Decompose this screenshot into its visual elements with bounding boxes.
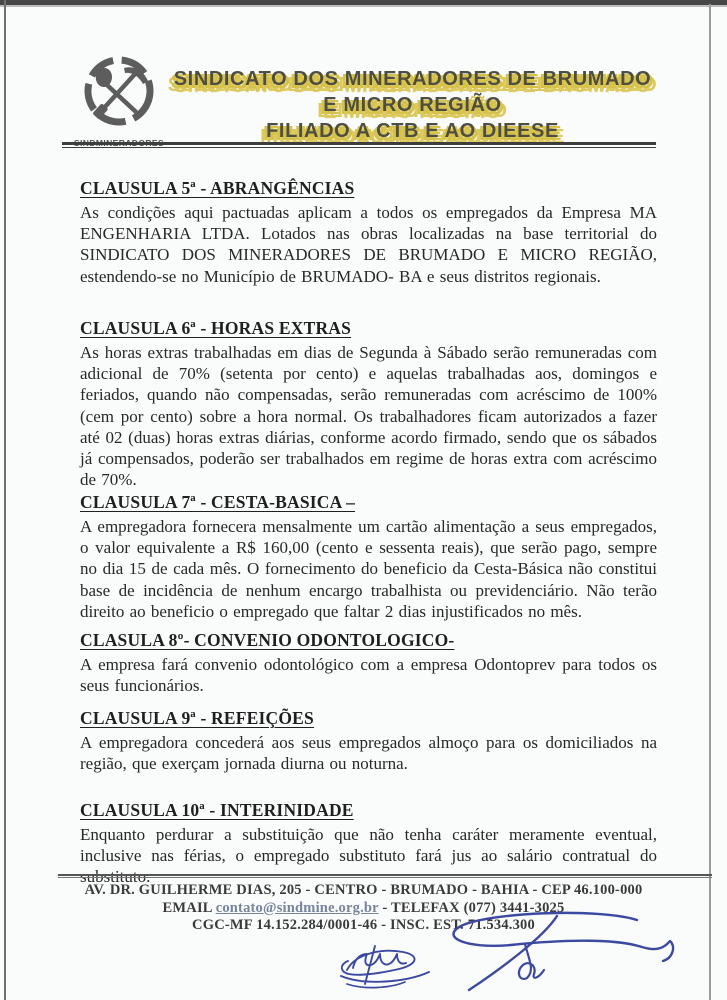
clause-title: CLAUSULA 5ª - ABRANGÊNCIAS: [80, 178, 355, 198]
footer-email-link: contato@sindmine.org.br: [215, 899, 379, 916]
clause-title: CLASULA 8º- CONVENIO ODONTOLOGICO-: [80, 630, 455, 650]
signature-area: [285, 906, 685, 1000]
clause-body: A empregadora fornecera mensalmente um cartão alimentação a seus empregados, o valor equivalente a R$ 160,00 (cento e sessenta reais), que serão pago, sempre no dia 15 de cada mês. O fornecimento do beneficio da Cesta-Básica não constitui base de incidência de nenhum encargo trabalhista ou previdenciário. Não terão direito ao beneficio o empregado que faltar 2 dias injustificados no mês.: [80, 517, 657, 621]
scan-border-right: [709, 4, 711, 1000]
scan-border-top: [0, 0, 727, 5]
clause-9-refeicoes: [80, 708, 657, 774]
footer-divider-rule: [58, 874, 712, 878]
clause-5-abrangencias: [80, 178, 657, 287]
footer-address: AV. DR. GUILHERME DIAS, 205 - CENTRO - BRUMADO - BAHIA - CEP 46.100-000: [84, 882, 643, 898]
clause-body: Enquanto perdurar a substituição que não tenha caráter meramente eventual, inclusive nas férias, o empregado substituto fará jus ao salário contratual do substituto.: [80, 825, 657, 887]
clause-title: CLAUSULA 6ª - HORAS EXTRAS: [80, 318, 352, 338]
handwritten-signatures-icon: [285, 906, 685, 1000]
footer-telefax: - TELEFAX (077) 3441-3025: [382, 899, 565, 916]
clause-body: As condições aqui pactuadas aplicam a todos os empregados da Empresa MA ENGENHARIA LTDA. Lotados nas obras localizadas na base territorial do SINDICATO DOS MINERADORES DE BRUMADO E MICRO REGIÃO, estendendo-se no Município de BRUMADO- BA e seus distritos regionais.: [80, 203, 657, 286]
clause-body: A empregadora concederá aos seus empregados almoço para os domiciliados na região, que exerçam jornada diurna ou noturna.: [80, 733, 657, 774]
header-divider-rule: [62, 142, 656, 148]
clause-body: A empresa fará convenio odontológico com a empresa Odontoprev para todos os seus funcionários.: [80, 655, 657, 696]
clause-title: CLAUSULA 9ª - REFEIÇÕES: [80, 708, 314, 728]
org-title-line-2: E MICRO REGIÃO: [323, 94, 502, 116]
footer-registration: CGC-MF 14.152.284/0001-46 - INSC. EST. 71.534.300: [192, 917, 535, 933]
clause-6-horas-extras: [80, 318, 657, 490]
clause-7-cesta-basica: [80, 492, 657, 622]
clause-title: CLAUSULA 10ª - INTERINIDADE: [80, 800, 354, 820]
org-title-line-3: FILIADO A CTB E AO DIEESE: [266, 120, 559, 142]
logo-caption: SINDMINERADORES: [73, 138, 165, 148]
org-title-line-1: SINDICATO DOS MINERADORES DE BRUMADO: [173, 68, 652, 90]
scan-border-left: [4, 0, 6, 1000]
footer-email-label: EMAIL: [162, 899, 212, 916]
clause-8-convenio-odontologico: [80, 630, 657, 696]
clause-title: CLAUSULA 7ª - CESTA-BASICA –: [80, 492, 356, 512]
clause-body: As horas extras trabalhadas em dias de Segunda à Sábado serão remuneradas com adicional de 70% (setenta por cento) e aquelas trabalhadas aos, domingos e feriados, quando não compensadas, serão remuneradas com acréscimo de 100% (cem por cento) sobre a hora normal. Os trabalhadores ficam autorizados a fazer até 02 (duas) horas extras diárias, conforme acordo firmado, sendo que os sábados já compensados, poderão ser trabalhados em regime de horas extra com acréscimo de 70%.: [80, 343, 657, 490]
organization-title: [150, 66, 675, 144]
